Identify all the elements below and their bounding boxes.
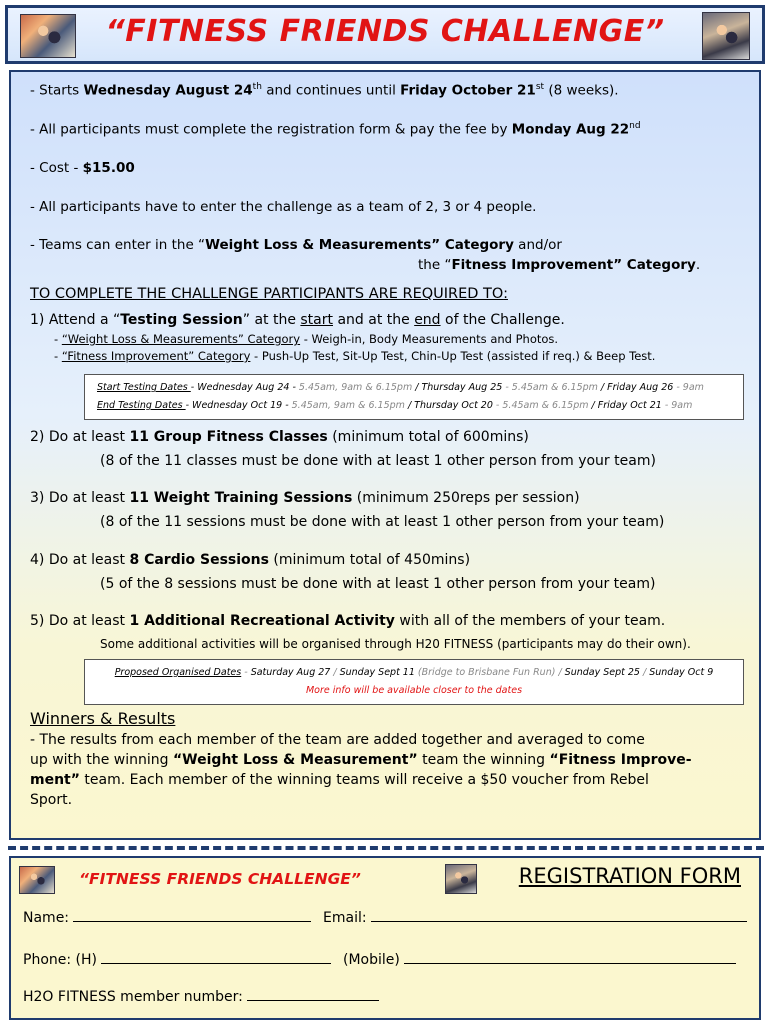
name-label: Name: [23,910,70,926]
requirement-5-note: Some additional activities will be organised through H20 FITNESS (participants may do their own). [100,637,691,651]
email-blank[interactable] [371,908,747,922]
winners-line-4: Sport. [30,792,73,808]
intro-registration-line: - All participants must complete the registration form & pay the fee by Monday Aug 22nd [30,121,641,138]
requirement-3-note: (8 of the 11 sessions must be done with at least 1 other person from your team) [100,514,665,530]
gym-training-photo-icon [702,12,750,60]
requirement-1-weight-loss: - “Weight Loss & Measurements” Category - Weigh-in, Body Measurements and Photos. [54,332,559,346]
winners-line-2: up with the winning “Weight Loss & Measurement” team the winning “Fitness Improve- [30,752,692,768]
more-info-note: More info will be available closer to the dates [305,685,523,696]
requirement-1-fitness: - “Fitness Improvement” Category - Push-Up Test, Sit-Up Test, Chin-Up Test (assisted if req.) & Beep Test. [54,349,656,363]
requirement-2-note: (8 of the 11 classes must be done with at least 1 other person from your team) [100,453,656,469]
mobile-blank[interactable] [404,950,736,964]
name-field[interactable] [23,908,311,926]
intro-start-line: - Starts Wednesday August 24th and continues until Friday October 21st (8 weeks). [30,82,619,99]
requirement-4-note: (5 of the 8 sessions must be done with at least 1 other person from your team) [100,576,656,592]
mobile-label: (Mobile) [343,952,400,968]
gym-training-photo-icon [445,864,477,894]
requirement-2: 2) Do at least 11 Group Fitness Classes (minimum total of 600mins) [30,429,529,445]
cycling-class-photo-icon [19,866,55,894]
proposed-dates: Proposed Organised Dates - Saturday Aug 27 / Sunday Sept 11 (Bridge to Brisbane Fun Run) / Sunday Sept 25 / Sunday Oct 9 [114,667,714,678]
home-phone-field[interactable] [23,950,331,968]
registration-form [9,856,761,1020]
form-event-title: “FITNESS FRIENDS CHALLENGE” [79,870,361,888]
end-testing-dates: End Testing Dates - Wednesday Oct 19 - 5.45am, 9am & 6.15pm / Thursday Oct 20 - 5.45am & 6.15pm / Friday Oct 21 - 9am [97,400,693,411]
requirements-heading: TO COMPLETE THE CHALLENGE PARTICIPANTS ARE REQUIRED TO: [30,286,508,302]
intro-cost-line: - Cost - $15.00 [30,160,135,176]
member-number-field[interactable] [23,987,379,1005]
intro-team-line: - All participants have to enter the challenge as a team of 2, 3 or 4 people. [30,199,537,215]
intro-category-line: - Teams can enter in the “Weight Loss & Measurements” Category and/or [30,237,562,253]
info-panel [9,70,761,840]
winners-heading: Winners & Results [30,709,176,728]
name-blank[interactable] [73,908,311,922]
requirement-4: 4) Do at least 8 Cardio Sessions (minimum total of 450mins) [30,552,471,568]
home-phone-label: Phone: (H) [23,952,97,968]
flyer-header [5,5,765,64]
intro-category-line-2: the “Fitness Improvement” Category. [418,257,701,273]
home-phone-blank[interactable] [101,950,331,964]
winners-line-3: ment” team. Each member of the winning teams will receive a $50 voucher from Rebel [30,772,649,788]
start-testing-dates: Start Testing Dates - Wednesday Aug 24 - 5.45am, 9am & 6.15pm / Thursday Aug 25 - 5.45am & 6.15pm / Friday Aug 26 - 9am [97,382,704,393]
email-field[interactable] [323,908,747,926]
proposed-dates-box [84,659,744,705]
email-label: Email: [323,910,367,926]
page-title: “FITNESS FRIENDS CHALLENGE” [105,14,665,49]
requirement-5: 5) Do at least 1 Additional Recreational Activity with all of the members of your team. [30,613,666,629]
winners-line-1: - The results from each member of the team are added together and averaged to come [30,732,645,748]
member-number-blank[interactable] [247,987,379,1001]
form-title: REGISTRATION FORM [518,864,741,888]
member-number-label: H2O FITNESS member number: [23,989,243,1005]
mobile-phone-field[interactable] [343,950,736,968]
cycling-class-photo-icon [20,14,76,58]
requirement-3: 3) Do at least 11 Weight Training Sessions (minimum 250reps per session) [30,490,580,506]
testing-dates-box [84,374,744,420]
cut-line-divider [8,846,764,850]
requirement-1: 1) Attend a “Testing Session” at the start and at the end of the Challenge. [30,312,565,328]
